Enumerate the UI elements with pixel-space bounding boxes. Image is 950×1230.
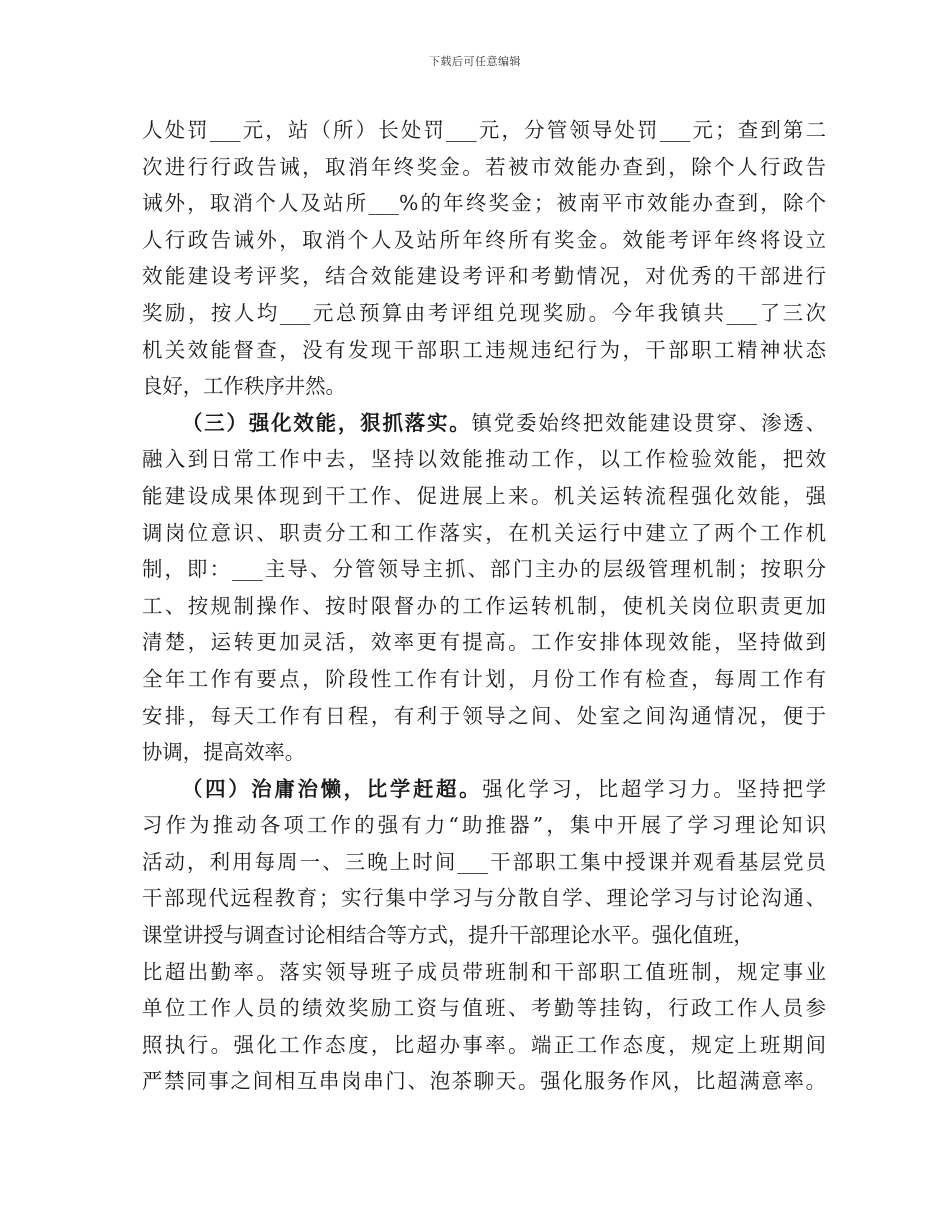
text-line: 全年工作有要点，阶段性工作有计划，月份工作有检查，每周工作有: [142, 666, 826, 691]
text-line: 安排，每天工作有日程，有利于领导之间、处室之间沟通情况，便于: [142, 703, 826, 728]
text-line: [142, 771, 826, 808]
text-line: 奖励，按人均___元总预算由考评组兑现奖励。今年我镇共___了三次: [142, 300, 826, 325]
text-line: 次进行行政告诫，取消年终奖金。若被市效能办查到，除个人行政告: [142, 154, 826, 179]
text-line: 诫外，取消个人及站所___%的年终奖金；被南平市效能办查到，除个: [142, 191, 826, 216]
text-line: 照执行。强化工作态度，比超办事率。端正工作态度，规定上班期间: [142, 1032, 826, 1057]
text-run: 强化学习，比超学习力。坚持把学: [482, 776, 827, 801]
text-line: 严禁同事之间相互串岗串门、泡茶聊天。强化服务作风，比超满意率。: [142, 1069, 826, 1094]
paragraph-penalties: [142, 112, 826, 405]
text-line: 干部现代远程教育；实行集中学习与分散自学、理论学习与讨论沟通、: [142, 886, 826, 911]
text-line: 习作为推动各项工作的强有力“助推器”，集中开展了学习理论知识: [142, 813, 826, 838]
text-line: 活动，利用每周一、三晚上时间___干部职工集中授课并观看基层党员: [142, 849, 826, 874]
text-line: 清楚，运转更加灵活，效率更有提高。工作安排体现效能，坚持做到: [142, 630, 826, 655]
text-line: 能建设成果体现到干工作、促进展上来。机关运转流程强化效能，强: [142, 483, 826, 508]
paragraph-anti-laziness: [142, 771, 826, 1100]
text-line: 调岗位意识、职责分工和工作落实，在机关运行中建立了两个工作机: [142, 520, 826, 545]
text-line: 比超出勤率。落实领导班子成员带班制和干部职工值班制，规定事业: [142, 959, 826, 984]
text-line: 人行政告诫外，取消个人及站所年终所有奖金。效能考评年终将设立: [142, 227, 826, 252]
section-heading: （四）治庸治懒，比学赶超。: [182, 776, 483, 801]
text-line: 制，即：___主导、分管领导主抓、部门主办的层级管理机制；按职分: [142, 557, 826, 582]
text-line: [142, 405, 826, 442]
document-body: [142, 112, 826, 1100]
text-line: 效能建设考评奖，结合效能建设考评和考勤情况，对优秀的干部进行: [142, 264, 826, 289]
text-line: 课堂讲授与调查讨论相结合等方式，提升干部理论水平。强化值班，: [142, 923, 754, 948]
text-line: 良好，工作秩序井然。: [142, 374, 346, 399]
text-line: 单位工作人员的绩效奖励工资与值班、考勤等挂钩，行政工作人员参: [142, 996, 826, 1021]
text-run: 镇党委始终把效能建设贯穿、渗透、: [471, 410, 827, 435]
text-line: 机关效能督查，没有发现干部职工违规违纪行为，干部职工精神状态: [142, 337, 826, 362]
text-line: 协调，提高效率。: [142, 740, 306, 765]
text-line: 融入到日常工作中去，坚持以效能推动工作，以工作检验效能，把效: [142, 447, 826, 472]
paragraph-strengthen-efficiency: [142, 405, 826, 771]
section-heading: （三）强化效能，狠抓落实。: [182, 410, 472, 435]
text-line: 工、按规制操作、按时限督办的工作运转机制，使机关岗位职责更加: [142, 593, 826, 618]
page-header: 下载后可任意编辑: [429, 55, 521, 68]
text-line: 人处罚___元，站（所）长处罚___元，分管领导处罚___元；查到第二: [142, 118, 826, 142]
